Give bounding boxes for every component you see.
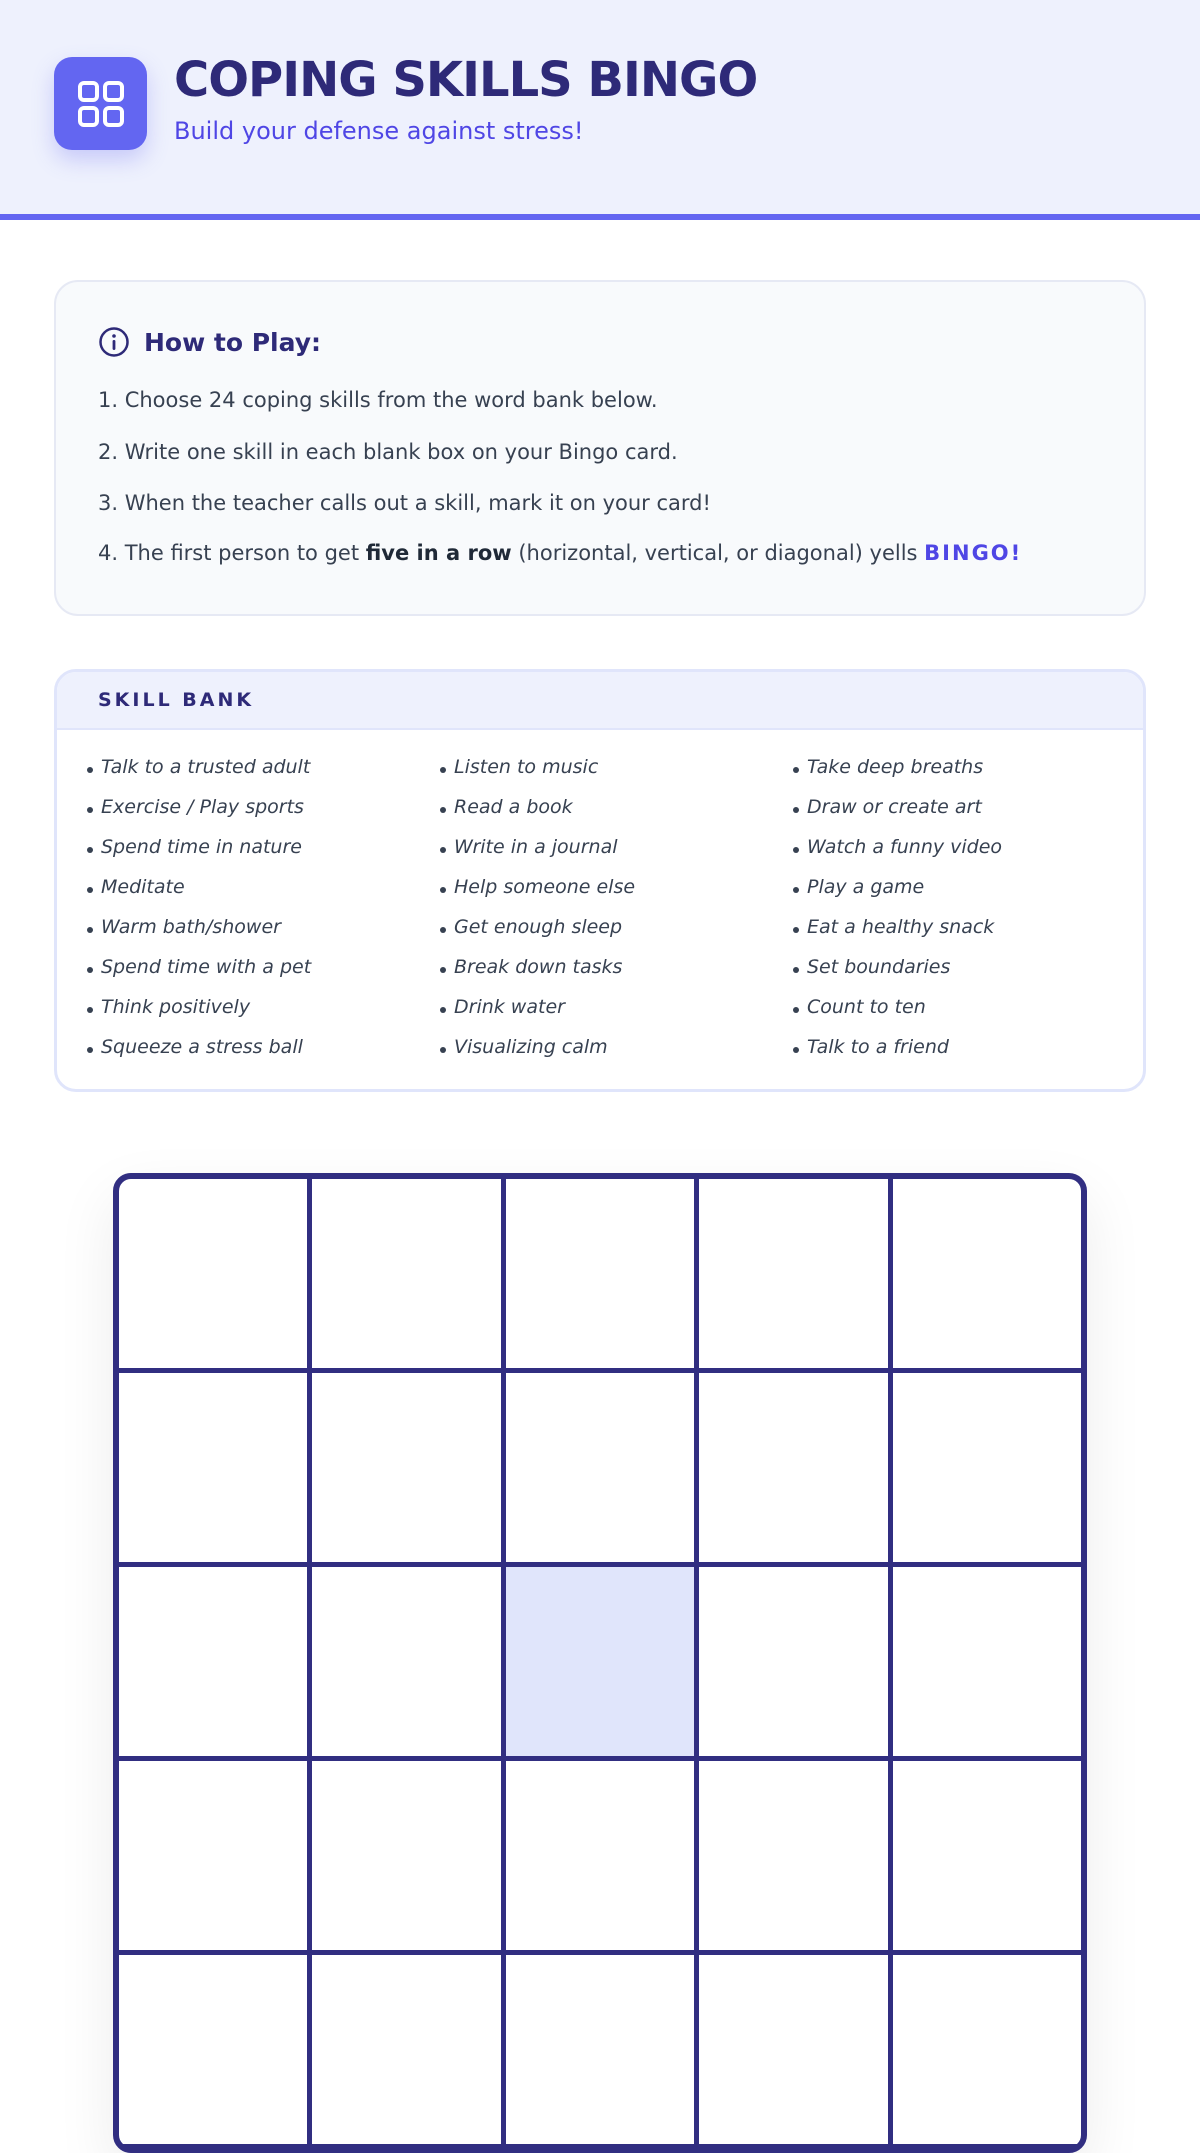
skill-bank-column <box>440 756 780 1076</box>
skill-label: Spend time in nature <box>101 836 302 858</box>
bullet-icon <box>793 967 799 973</box>
page-title: COPING SKILLS BINGO <box>174 52 758 108</box>
bullet-icon <box>793 1007 799 1013</box>
skill-item <box>793 1036 1133 1076</box>
bingo-cell[interactable] <box>312 1179 500 1368</box>
bullet-icon <box>87 927 93 933</box>
bullet-icon <box>440 767 446 773</box>
bingo-cell[interactable] <box>506 1955 694 2144</box>
bingo-cell[interactable] <box>699 1373 887 1562</box>
skill-label: Get enough sleep <box>454 916 623 938</box>
bullet-icon <box>793 927 799 933</box>
skill-item <box>440 996 780 1036</box>
bingo-cell[interactable] <box>119 1567 307 1756</box>
bingo-cell[interactable] <box>893 1761 1081 1950</box>
skill-label: Drink water <box>454 996 565 1018</box>
instructions-panel <box>54 280 1146 616</box>
bullet-icon <box>793 807 799 813</box>
bullet-icon <box>793 767 799 773</box>
skill-label: Set boundaries <box>807 956 951 978</box>
bingo-cell[interactable] <box>506 1761 694 1950</box>
instructions-heading <box>98 326 321 358</box>
bullet-icon <box>440 927 446 933</box>
bingo-cell[interactable] <box>699 1567 887 1756</box>
bullet-icon <box>440 1007 446 1013</box>
skill-bank-column <box>793 756 1133 1076</box>
skill-label: Talk to a trusted adult <box>101 756 311 778</box>
skill-item <box>87 876 427 916</box>
info-icon <box>98 326 130 358</box>
bingo-center-cell[interactable] <box>506 1567 694 1756</box>
bingo-cell[interactable] <box>312 1567 500 1756</box>
bullet-icon <box>793 847 799 853</box>
bingo-cell[interactable] <box>119 1373 307 1562</box>
skill-label: Visualizing calm <box>454 1036 608 1058</box>
skill-item <box>87 796 427 836</box>
skill-item <box>793 836 1133 876</box>
bullet-icon <box>87 807 93 813</box>
skill-bank <box>54 669 1146 1092</box>
skill-item <box>87 956 427 996</box>
bullet-icon <box>87 1007 93 1013</box>
grid-icon <box>54 57 147 150</box>
step-4-text-middle: (horizontal, vertical, or diagonal) yells <box>511 541 925 565</box>
skill-label: Help someone else <box>454 876 636 898</box>
skill-label: Think positively <box>101 996 251 1018</box>
skill-item <box>87 1036 427 1076</box>
bingo-cell[interactable] <box>119 1761 307 1950</box>
bullet-icon <box>440 887 446 893</box>
skill-item <box>440 916 780 956</box>
bingo-callout: BINGO! <box>924 541 1023 565</box>
bingo-cell[interactable] <box>699 1179 887 1368</box>
skill-label: Squeeze a stress ball <box>101 1036 303 1058</box>
skill-item <box>440 756 780 796</box>
skill-label: Listen to music <box>454 756 599 778</box>
skill-label: Warm bath/shower <box>101 916 281 938</box>
bingo-cell[interactable] <box>893 1955 1081 2144</box>
skill-label: Meditate <box>101 876 185 898</box>
skill-item <box>440 796 780 836</box>
page-subtitle: Build your defense against stress! <box>174 117 584 145</box>
bingo-cell[interactable] <box>506 1373 694 1562</box>
bingo-cell[interactable] <box>312 1955 500 2144</box>
skill-bank-header <box>57 672 1143 730</box>
skill-item <box>793 956 1133 996</box>
bullet-icon <box>87 767 93 773</box>
step-4-emphasis: five in a row <box>365 541 512 565</box>
skill-label: Play a game <box>807 876 925 898</box>
skill-label: Break down tasks <box>454 956 623 978</box>
bingo-cell[interactable] <box>312 1761 500 1950</box>
bingo-cell[interactable] <box>699 1761 887 1950</box>
bingo-cell[interactable] <box>699 1955 887 2144</box>
skill-item <box>793 996 1133 1036</box>
skill-label: Take deep breaths <box>807 756 984 778</box>
bingo-cell[interactable] <box>506 1179 694 1368</box>
bullet-icon <box>87 1047 93 1053</box>
skill-label: Spend time with a pet <box>101 956 312 978</box>
skill-label: Watch a funny video <box>807 836 1003 858</box>
skill-label: Draw or create art <box>807 796 982 818</box>
bullet-icon <box>440 967 446 973</box>
step-4-text: 4. The first person to get <box>98 541 366 565</box>
bingo-cell[interactable] <box>119 1179 307 1368</box>
bingo-card <box>113 1173 1087 2153</box>
bingo-cell[interactable] <box>893 1179 1081 1368</box>
skill-item <box>440 876 780 916</box>
skill-bank-column <box>87 756 427 1076</box>
skill-label: Read a book <box>454 796 573 818</box>
bingo-cell[interactable] <box>893 1373 1081 1562</box>
skill-item <box>793 916 1133 956</box>
skill-item <box>793 796 1133 836</box>
instruction-step-3: 3. When the teacher calls out a skill, mark it on your card! <box>98 491 711 515</box>
skill-item <box>793 756 1133 796</box>
skill-item <box>440 956 780 996</box>
skill-label: Write in a journal <box>454 836 618 858</box>
skill-bank-title: SKILL BANK <box>98 689 255 711</box>
bullet-icon <box>87 887 93 893</box>
skill-item <box>87 756 427 796</box>
skill-label: Talk to a friend <box>807 1036 949 1058</box>
instructions-title: How to Play: <box>144 327 322 357</box>
skill-item <box>440 836 780 876</box>
bullet-icon <box>440 807 446 813</box>
skill-item <box>440 1036 780 1076</box>
skill-item <box>793 876 1133 916</box>
bingo-cell[interactable] <box>312 1373 500 1562</box>
page-header <box>0 0 1200 220</box>
skill-label: Exercise / Play sports <box>101 796 304 818</box>
bullet-icon <box>87 847 93 853</box>
skill-item <box>87 836 427 876</box>
instruction-step-4 <box>98 541 1022 565</box>
bullet-icon <box>440 1047 446 1053</box>
skill-label: Count to ten <box>807 996 926 1018</box>
skill-item <box>87 996 427 1036</box>
instruction-step-2: 2. Write one skill in each blank box on your Bingo card. <box>98 440 678 464</box>
bullet-icon <box>440 847 446 853</box>
bullet-icon <box>793 1047 799 1053</box>
instruction-step-1: 1. Choose 24 coping skills from the word bank below. <box>98 388 658 412</box>
bingo-cell[interactable] <box>119 1955 307 2144</box>
bingo-cell[interactable] <box>893 1567 1081 1756</box>
bullet-icon <box>793 887 799 893</box>
bullet-icon <box>87 967 93 973</box>
skill-label: Eat a healthy snack <box>807 916 995 938</box>
skill-item <box>87 916 427 956</box>
